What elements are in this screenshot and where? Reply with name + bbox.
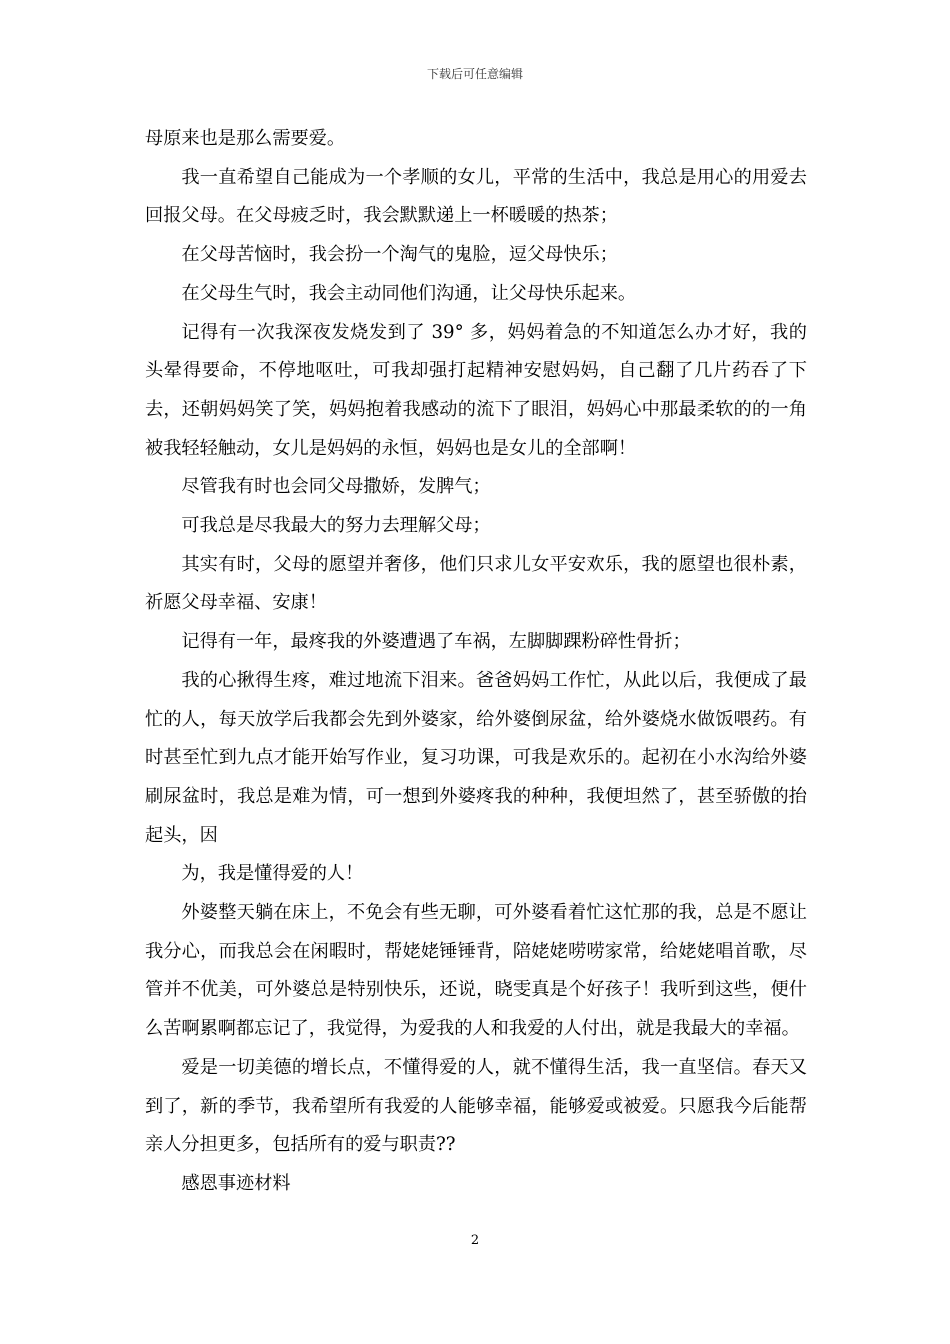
paragraph: 为，我是懂得爱的人！ [181, 863, 364, 885]
document-body [145, 120, 807, 1204]
paragraph: 爱是一切美德的增长点，不懂得爱的人，就不懂得生活，我一直坚信。春天又到了，新的季节，我希望所有我爱的人能够幸福，能够爱或被爱。只愿我今后能帮亲人分担更多，包括所有的爱与职责?? [145, 1056, 807, 1156]
section-title: 感恩事迹材料 [181, 1172, 291, 1194]
paragraph: 其实有时，父母的愿望并奢侈，他们只求儿女平安欢乐，我的愿望也很朴素，祈愿父母幸福、安康！ [145, 553, 807, 614]
paragraph: 可我总是尽我最大的努力去理解父母； [181, 515, 491, 537]
paragraph: 记得有一年，最疼我的外婆遭遇了车祸，左脚脚踝粉碎性骨折； [181, 631, 691, 653]
paragraph: 外婆整天躺在床上，不免会有些无聊，可外婆看着忙这忙那的我，总是不愿让我分心，而我总会在闲暇时，帮姥姥锤锤背，陪姥姥唠唠家常，给姥姥唱首歌，尽管并不优美，可外婆总是特别快乐，还说，晓雯真是个好孩子！我听到这些，便什么苦啊累啊都忘记了，我觉得，为爱我的人和我爱的人付出，就是我最大的幸福。 [145, 902, 807, 1040]
paragraph: 母原来也是那么需要爱。 [145, 128, 346, 149]
paragraph: 记得有一次我深夜发烧发到了 39° 多，妈妈着急的不知道怎么办才好，我的头晕得要命，不停地呕吐，可我却强打起精神安慰妈妈，自己翻了几片药吞了下去，还朝妈妈笑了笑，妈妈抱着我感动的流下了眼泪，妈妈心中那最柔软的的一角被我轻轻触动，女儿是妈妈的永恒，妈妈也是女儿的全部啊！ [145, 321, 807, 459]
paragraph: 在父母苦恼时，我会扮一个淘气的鬼脸，逗父母快乐； [181, 244, 618, 266]
paragraph: 在父母生气时，我会主动同他们沟通，让父母快乐起来。 [181, 282, 637, 304]
page-number: 2 [470, 1233, 480, 1248]
paragraph: 我的心揪得生疼，难过地流下泪来。爸爸妈妈工作忙，从此以后，我便成了最忙的人，每天放学后我都会先到外婆家，给外婆倒尿盆，给外婆烧水做饭喂药。有时甚至忙到九点才能开始写作业，复习功课，可我是欢乐的。起初在小水沟给外婆刷尿盆时，我总是难为情，可一想到外婆疼我的种种，我便坦然了，甚至骄傲的抬起头，因 [145, 669, 807, 846]
paragraph: 我一直希望自己能成为一个孝顺的女儿，平常的生活中，我总是用心的用爱去回报父母。在父母疲乏时，我会默默递上一杯暖暖的热茶； [145, 166, 807, 227]
page-header: 下载后可任意编辑 [426, 67, 523, 81]
paragraph: 尽管我有时也会同父母撒娇，发脾气； [181, 476, 491, 498]
